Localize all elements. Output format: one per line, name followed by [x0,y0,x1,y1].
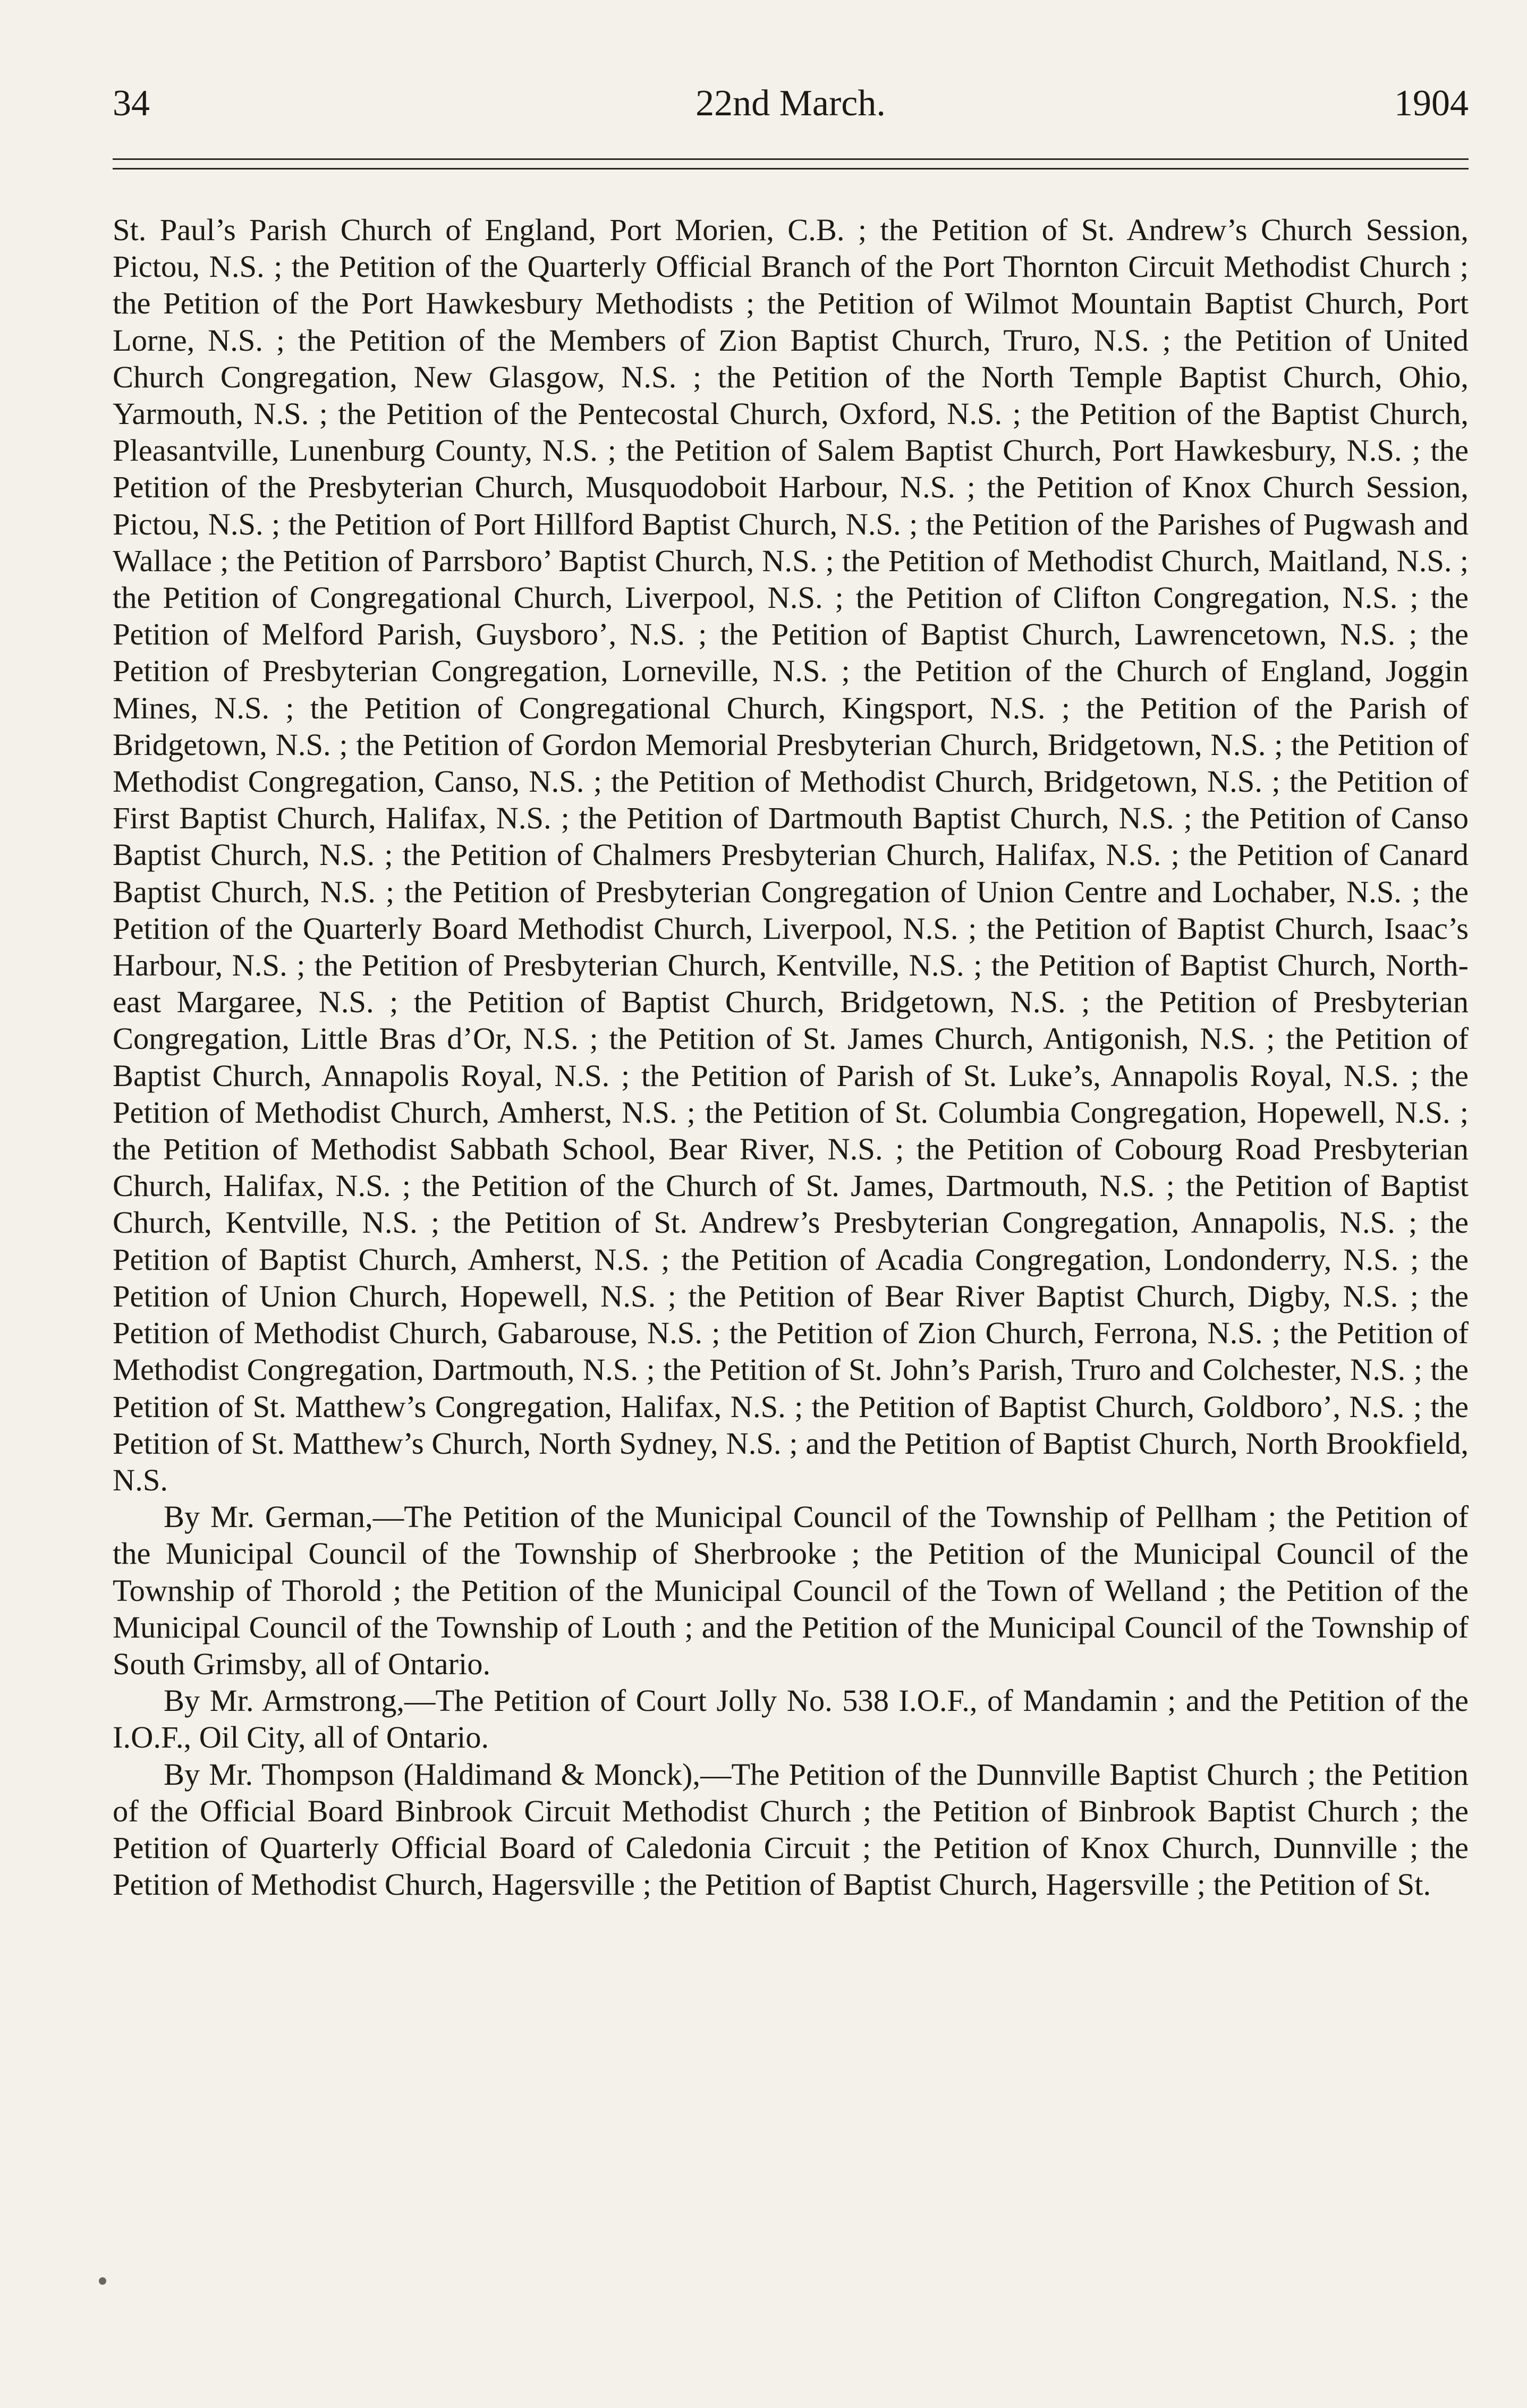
page-date: 22nd March. [695,83,886,124]
page-year: 1904 [1394,83,1469,124]
running-head [113,80,1469,128]
paragraph-mr-german: By Mr. German,—The Petition of the Municipal Council of the Township of Pellham ; the Petition of the Municipal Council of the Township of Sherbrooke ; the Petition of the Municipal Council of the Township of Thorold ; the Petition of the Municipal Council of the Town of Welland ; the Petition of the Municipal Council of the Township of Louth ; and the Petition of the Municipal Council of the Township of South Grimsby, all of Ontario. [113,1499,1469,1681]
page-number: 34 [113,83,150,124]
header-rule-top [113,158,1469,160]
header-rule-bottom [113,168,1469,169]
ink-speck [99,2277,106,2285]
body-text [113,211,1469,1903]
paragraph-petitions-continued: St. Paul’s Parish Church of England, Port Morien, C.B. ; the Petition of St. Andrew’s Church Session, Pictou, N.S. ; the Petition of the Quarterly Official Branch of the Port Thornton Circuit Methodist Church ; the Petition of the Port Hawkesbury Methodists ; the Petition of Wilmot Mountain Baptist Church, Port Lorne, N.S. ; the Petition of the Members of Zion Baptist Church, Truro, N.S. ; the Petition of United Church Congregation, New Glasgow, N.S. ; the Petition of the North Temple Baptist Church, Ohio, Yarmouth, N.S. ; the Petition of the Pentecostal Church, Oxford, N.S. ; the Petition of the Baptist Church, Pleasantville, Lunenburg County, N.S. ; the Petition of Salem Baptist Church, Port Hawkesbury, N.S. ; the Petition of the Presbyterian Church, Musquodoboit Harbour, N.S. ; the Petition of Knox Church Session, Pictou, N.S. ; the Petition of Port Hillford Baptist Church, N.S. ; the Petition of the Parishes of Pugwash and Wallace ; the Petition of Parrsboro’ Baptist Church, N.S. ; the Petition of Methodist Church, Maitland, N.S. ; the Petition of Congregational Church, Liverpool, N.S. ; the Petition of Clifton Congregation, N.S. ; the Petition of Melford Parish, Guysboro’, N.S. ; the Petition of Baptist Church, Lawrencetown, N.S. ; the Petition of Presbyterian Congregation, Lorneville, N.S. ; the Petition of the Church of England, Joggin Mines, N.S. ; the Petition of Congregational Church, Kingsport, N.S. ; the Petition of the Parish of Bridgetown, N.S. ; the Petition of Gordon Memorial Presbyterian Church, Bridgetown, N.S. ; the Petition of Methodist Congregation, Canso, N.S. ; the Petition of Methodist Church, Bridgetown, N.S. ; the Petition of First Baptist Church, Halifax, N.S. ; the Petition of Dartmouth Baptist Church, N.S. ; the Petition of Canso Baptist Church, N.S. ; the Petition of Chalmers Presbyterian Church, Halifax, N.S. ; the Petition of Canard Baptist Church, N.S. ; the Petition of Presbyterian Congregation of Union Centre and Lochaber, N.S. ; the Petition of the Quarterly Board Methodist Church, Liverpool, N.S. ; the Petition of Baptist Church, Isaac’s Harbour, N.S. ; the Petition of Presbyterian Church, Kentville, N.S. ; the Petition of Baptist Church, North-east Margaree, N.S. ; the Petition of Baptist Church, Bridgetown, N.S. ; the Petition of Presbyterian Congregation, Little Bras d’Or, N.S. ; the Petition of St. James Church, Antigonish, N.S. ; the Petition of Baptist Church, Annapolis Royal, N.S. ; the Petition of Parish of St. Luke’s, Annapolis Royal, N.S. ; the Petition of Methodist Church, Amherst, N.S. ; the Petition of St. Columbia Congregation, Hopewell, N.S. ; the Petition of Methodist Sabbath School, Bear River, N.S. ; the Petition of Cobourg Road Presbyterian Church, Halifax, N.S. ; the Petition of the Church of St. James, Dartmouth, N.S. ; the Petition of Baptist Church, Kentville, N.S. ; the Petition of St. Andrew’s Presbyterian Congregation, Annapolis, N.S. ; the Petition of Baptist Church, Amherst, N.S. ; the Petition of Acadia Congregation, Londonderry, N.S. ; the Petition of Union Church, Hopewell, N.S. ; the Petition of Bear River Baptist Church, Digby, N.S. ; the Petition of Methodist Church, Gabarouse, N.S. ; the Petition of Zion Church, Ferrona, N.S. ; the Petition of Methodist Congregation, Dartmouth, N.S. ; the Petition of St. John’s Parish, Truro and Colchester, N.S. ; the Petition of St. Matthew’s Congregation, Halifax, N.S. ; the Petition of Baptist Church, Goldboro’, N.S. ; the Petition of St. Matthew’s Church, North Sydney, N.S. ; and the Petition of Baptist Church, North Brookfield, N.S. [113,213,1469,1497]
paragraph-mr-thompson: By Mr. Thompson (Haldimand & Monck),—The Petition of the Dunnville Baptist Church ; the Petition of the Official Board Binbrook Circuit Methodist Church ; the Petition of Binbrook Baptist Church ; the Petition of Quarterly Official Board of Caledonia Circuit ; the Petition of Knox Church, Dunnville ; the Petition of Methodist Church, Hagersville ; the Petition of Baptist Church, Hagersville ; the Petition of St. [113,1757,1469,1902]
paragraph-mr-armstrong: By Mr. Armstrong,—The Petition of Court Jolly No. 538 I.O.F., of Mandamin ; and the Petition of the I.O.F., Oil City, all of Ontario. [113,1683,1469,1755]
